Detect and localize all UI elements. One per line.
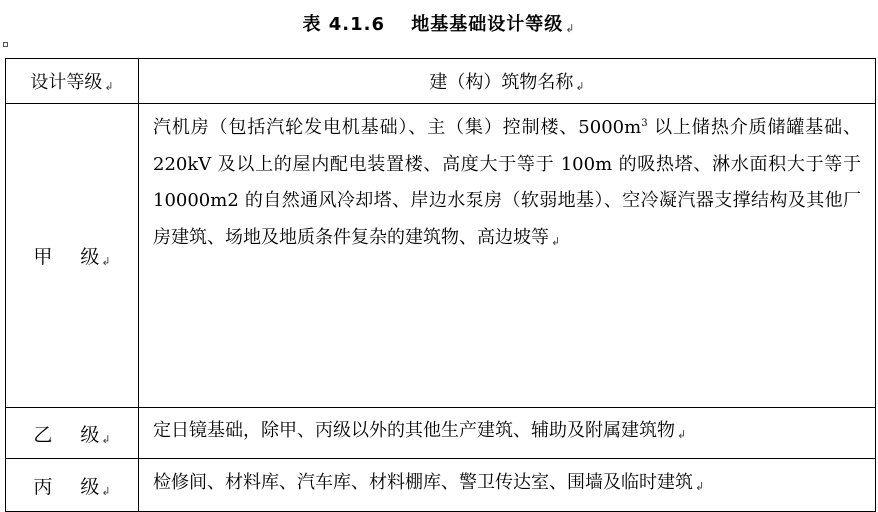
grade-char: 乙 — [33, 423, 53, 446]
grade-cell — [6, 104, 139, 408]
paragraph-mark-icon: ↲ — [551, 234, 561, 248]
paragraph-mark-icon: ↲ — [101, 432, 111, 446]
superscript: 3 — [641, 118, 648, 129]
building-text: 定日镜基础，除甲、丙级以外的其他生产建筑、辅助及附属建筑物 — [153, 419, 675, 441]
header-building-label: 建（构）筑物名称 — [429, 72, 574, 93]
grade-suffix: 级 — [80, 475, 100, 498]
table-row — [6, 408, 876, 459]
table-row — [6, 104, 876, 408]
table-row — [6, 459, 876, 512]
table-header-row — [6, 59, 876, 104]
table-caption-text: 表 4.1.6 地基基础设计等级 — [302, 14, 564, 35]
paragraph-mark-icon: ↲ — [101, 255, 111, 268]
building-text: 汽机房（包括汽轮发电机基础）、主（集）控制楼、5000m — [153, 117, 642, 138]
paragraph-mark-icon: ↲ — [575, 80, 585, 93]
grade-suffix: 级 — [80, 246, 100, 268]
table-caption — [0, 10, 878, 36]
paragraph-mark-icon: ↲ — [101, 484, 111, 498]
paragraph-mark-icon: ↲ — [695, 479, 705, 493]
paragraph-mark-icon: ↲ — [565, 22, 576, 35]
header-cell-grade — [6, 59, 139, 104]
grade-cell — [6, 408, 139, 459]
grade-suffix: 级 — [80, 423, 100, 446]
grade-char: 丙 — [33, 475, 53, 498]
building-cell — [139, 104, 876, 408]
header-grade-label: 设计等级 — [30, 72, 103, 93]
building-text-cont: 以上储热介质储罐基础、220kV 及以上的屋内配电装置楼、高度大于等于 100m 的吸热塔、淋水面积大于等于 10000m2 的自然通风冷却塔、岸边水泵房（软弱地基）、空冷凝汽器支撑结构及其他厂房建筑、场地及地质条件复杂的建筑物、高边坡等 — [153, 117, 861, 248]
anchor-icon — [3, 42, 8, 47]
grade-cell — [6, 459, 139, 512]
building-cell — [139, 408, 876, 459]
grade-char: 甲 — [33, 246, 53, 268]
building-text: 检修间、材料库、汽车库、材料棚库、警卫传达室、围墙及临时建筑 — [153, 471, 693, 493]
paragraph-mark-icon: ↲ — [104, 80, 114, 93]
building-cell — [139, 459, 876, 512]
design-grade-table — [5, 58, 876, 512]
paragraph-mark-icon: ↲ — [677, 427, 687, 441]
header-cell-building — [139, 59, 876, 104]
